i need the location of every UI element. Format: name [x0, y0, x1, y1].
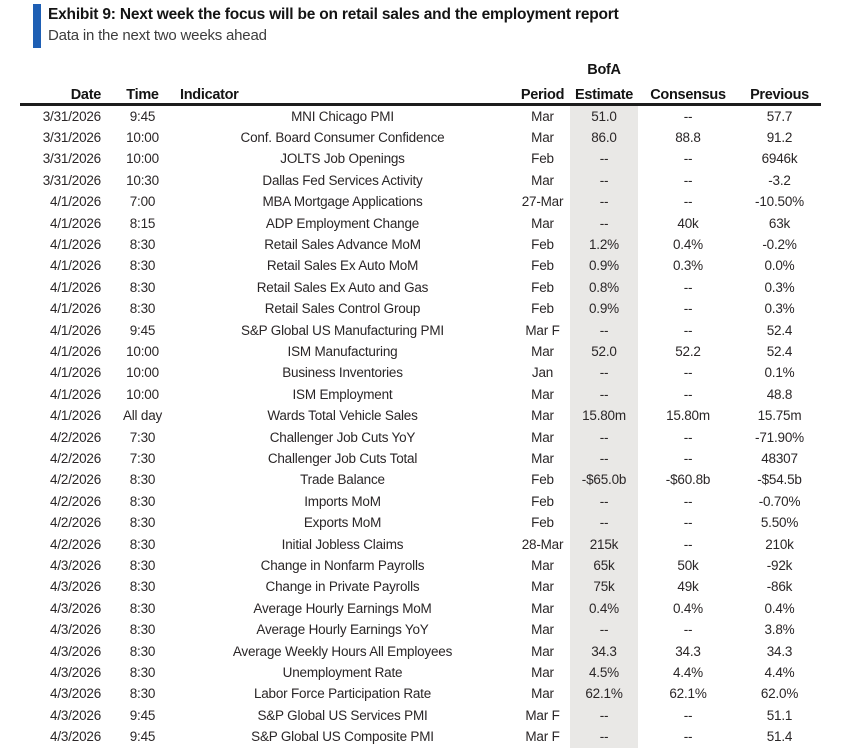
cell-consensus: 0.4%: [673, 236, 703, 252]
col-header-bofa-estimate: Estimate: [570, 78, 638, 104]
cell-previous: 210k: [765, 536, 794, 552]
cell-date: 4/1/2026: [50, 215, 101, 231]
table-row: [20, 555, 821, 576]
table-row: [20, 683, 821, 704]
table-row: [20, 127, 821, 148]
cell-previous: -3.2: [768, 172, 791, 188]
cell-indicator: Unemployment Rate: [282, 665, 403, 681]
table-row: [20, 405, 821, 426]
cell-date: 4/2/2026: [50, 429, 101, 445]
cell-period: Mar: [531, 215, 554, 231]
cell-previous: -86k: [766, 579, 793, 595]
cell-indicator: S&P Global US Manufacturing PMI: [241, 322, 444, 338]
cell-indicator: Challenger Job Cuts YoY: [269, 429, 416, 445]
table-row: [20, 255, 821, 276]
cell-bofa-estimate: 15.80m: [570, 405, 638, 426]
cell-bofa-estimate: 4.5%: [570, 662, 638, 683]
cell-time: 10:00: [126, 343, 159, 359]
cell-consensus: --: [683, 322, 693, 338]
cell-consensus: 62.1%: [669, 686, 707, 702]
cell-consensus: -$60.8b: [665, 472, 711, 488]
group-header-bofa: BofA: [587, 62, 621, 78]
cell-bofa-estimate: --: [570, 384, 638, 405]
cell-date: 4/3/2026: [50, 600, 101, 616]
cell-time: 10:00: [126, 386, 159, 402]
col-header-time: Time: [115, 78, 170, 104]
cell-previous: -92k: [766, 558, 793, 574]
cell-consensus: --: [683, 151, 693, 167]
cell-previous: 6946k: [761, 151, 798, 167]
cell-date: 3/31/2026: [42, 129, 101, 145]
cell-consensus: --: [683, 451, 693, 466]
cell-period: Feb: [531, 472, 554, 488]
cell-indicator: Retail Sales Control Group: [264, 301, 421, 317]
cell-previous: 0.3%: [764, 301, 795, 317]
cell-time: 8:30: [129, 558, 156, 574]
cell-previous: 0.4%: [764, 600, 795, 616]
cell-previous: 63k: [768, 215, 791, 231]
cell-indicator: Labor Force Participation Rate: [253, 686, 432, 702]
cell-previous: 52.4: [766, 322, 793, 338]
economic-calendar-table: [20, 58, 821, 748]
cell-period: Mar: [531, 172, 554, 188]
cell-previous: 51.4: [766, 729, 793, 745]
cell-consensus: 88.8: [675, 129, 701, 145]
cell-previous: 34.3: [766, 643, 793, 659]
cell-indicator: Average Weekly Hours All Employees: [232, 643, 453, 659]
cell-date: 4/1/2026: [50, 365, 101, 381]
cell-bofa-estimate: --: [570, 448, 638, 469]
cell-time: 10:00: [126, 365, 159, 381]
cell-indicator: S&P Global US Services PMI: [257, 707, 428, 723]
cell-time: All day: [122, 408, 163, 424]
cell-previous: 62.0%: [760, 686, 799, 702]
cell-time: 7:00: [129, 194, 156, 210]
cell-indicator: JOLTS Job Openings: [280, 151, 405, 167]
cell-period: Mar: [531, 408, 554, 424]
cell-consensus: 52.2: [675, 343, 701, 359]
table-row: [20, 619, 821, 640]
cell-date: 4/1/2026: [50, 386, 101, 402]
cell-bofa-estimate: 0.4%: [570, 598, 638, 619]
cell-indicator: ISM Manufacturing: [287, 343, 398, 359]
table-row: [20, 277, 821, 298]
col-header-consensus: Consensus: [638, 78, 738, 104]
cell-date: 4/3/2026: [50, 643, 101, 659]
exhibit-accent-bar: [33, 4, 41, 48]
cell-consensus: 0.3%: [673, 258, 703, 274]
cell-time: 10:00: [126, 129, 159, 145]
cell-previous: -71.90%: [755, 429, 804, 445]
cell-previous: 3.8%: [764, 622, 795, 638]
cell-time: 8:30: [129, 536, 156, 552]
cell-indicator: Trade Balance: [300, 472, 385, 488]
cell-previous: 51.1: [766, 707, 793, 723]
table-row: [20, 104, 821, 127]
cell-indicator: ISM Employment: [292, 386, 393, 402]
table-row: [20, 341, 821, 362]
table-row: [20, 148, 821, 169]
cell-previous: 0.1%: [764, 365, 795, 381]
cell-bofa-estimate: --: [570, 320, 638, 341]
cell-time: 8:30: [129, 258, 156, 274]
cell-period: Feb: [531, 515, 554, 531]
table-row: [20, 427, 821, 448]
table-row: [20, 598, 821, 619]
cell-consensus: --: [683, 493, 693, 509]
exhibit-titles: [41, 4, 619, 48]
cell-date: 4/3/2026: [50, 729, 101, 745]
cell-date: 4/3/2026: [50, 665, 101, 681]
table-row: [20, 362, 821, 383]
cell-consensus: --: [683, 515, 693, 531]
col-header-date: Date: [20, 78, 115, 104]
table-row: [20, 170, 821, 191]
cell-bofa-estimate: --: [570, 705, 638, 726]
cell-date: 4/2/2026: [50, 493, 101, 509]
col-header-indicator: Indicator: [170, 78, 515, 104]
table-row: [20, 469, 821, 490]
cell-bofa-estimate: 0.9%: [570, 298, 638, 319]
cell-previous: 48.8: [766, 386, 793, 402]
cell-indicator: Average Hourly Earnings YoY: [256, 622, 429, 638]
table-row: [20, 298, 821, 319]
col-header-period: Period: [515, 78, 570, 104]
cell-period: Mar: [531, 643, 554, 659]
cell-indicator: Dallas Fed Services Activity: [262, 172, 423, 188]
cell-previous: 0.0%: [764, 258, 795, 274]
cell-bofa-estimate: 215k: [570, 534, 638, 555]
col-header-previous: Previous: [738, 78, 821, 104]
cell-consensus: --: [683, 729, 693, 745]
cell-date: 3/31/2026: [42, 151, 101, 167]
cell-bofa-estimate: --: [570, 491, 638, 512]
cell-bofa-estimate: --: [570, 191, 638, 212]
cell-period: Mar F: [525, 322, 560, 338]
cell-date: 4/1/2026: [50, 322, 101, 338]
cell-previous: 91.2: [766, 129, 793, 145]
cell-date: 4/2/2026: [50, 536, 101, 552]
cell-previous: 52.4: [766, 343, 793, 359]
cell-indicator: Retail Sales Advance MoM: [264, 236, 421, 252]
cell-consensus: --: [683, 386, 693, 402]
cell-time: 8:30: [129, 279, 156, 295]
cell-date: 4/1/2026: [50, 301, 101, 317]
cell-consensus: --: [683, 365, 693, 381]
cell-bofa-estimate: 65k: [570, 555, 638, 576]
cell-date: 3/31/2026: [42, 108, 101, 124]
cell-period: Feb: [531, 301, 554, 317]
table-row: [20, 576, 821, 597]
cell-indicator: Change in Nonfarm Payrolls: [260, 558, 425, 574]
cell-time: 8:30: [129, 579, 156, 595]
cell-period: Mar: [531, 451, 554, 466]
cell-date: 4/1/2026: [50, 279, 101, 295]
cell-bofa-estimate: 0.8%: [570, 277, 638, 298]
cell-period: Mar: [531, 600, 554, 616]
cell-time: 8:30: [129, 622, 156, 638]
cell-period: Mar: [531, 129, 554, 145]
column-header-row: [20, 78, 821, 104]
cell-indicator: Imports MoM: [304, 493, 381, 509]
table-row: [20, 448, 821, 469]
cell-bofa-estimate: 34.3: [570, 641, 638, 662]
table-row: [20, 641, 821, 662]
cell-time: 10:00: [126, 151, 159, 167]
cell-period: 28-Mar: [521, 536, 564, 552]
cell-previous: 4.4%: [764, 665, 795, 681]
cell-previous: -0.70%: [758, 493, 801, 509]
cell-consensus: 34.3: [675, 643, 701, 659]
cell-previous: 5.50%: [760, 515, 799, 531]
table-row: [20, 512, 821, 533]
cell-date: 4/3/2026: [50, 707, 101, 723]
cell-period: Mar F: [525, 729, 560, 745]
cell-period: Feb: [531, 279, 554, 295]
group-header-spacer-right: [638, 58, 821, 78]
cell-period: Mar: [531, 108, 554, 124]
cell-consensus: --: [683, 172, 693, 188]
cell-period: Feb: [531, 236, 554, 252]
cell-date: 4/1/2026: [50, 343, 101, 359]
cell-previous: -0.2%: [762, 236, 797, 252]
table-body: [20, 104, 821, 748]
cell-indicator: MBA Mortgage Applications: [262, 194, 423, 210]
cell-indicator: S&P Global US Composite PMI: [251, 729, 434, 745]
cell-period: Mar: [531, 579, 554, 595]
cell-time: 10:30: [126, 172, 159, 188]
cell-bofa-estimate: --: [570, 619, 638, 640]
cell-consensus: --: [683, 279, 693, 295]
cell-consensus: --: [683, 429, 693, 445]
cell-time: 8:30: [129, 301, 156, 317]
table-row: [20, 384, 821, 405]
cell-indicator: ADP Employment Change: [265, 215, 420, 231]
cell-previous: 0.3%: [764, 279, 795, 295]
group-header-spacer: [20, 58, 570, 78]
cell-bofa-estimate: --: [570, 170, 638, 191]
cell-date: 4/1/2026: [50, 236, 101, 252]
cell-bofa-estimate: 52.0: [570, 341, 638, 362]
group-header-row: [20, 58, 821, 78]
cell-time: 8:30: [129, 236, 156, 252]
table-row: [20, 726, 821, 747]
cell-time: 8:30: [129, 665, 156, 681]
cell-previous: -$54.5b: [757, 472, 802, 488]
cell-period: Mar: [531, 665, 554, 681]
cell-bofa-estimate: 62.1%: [570, 683, 638, 704]
cell-time: 8:30: [129, 686, 156, 702]
exhibit-subtitle: Data in the next two weeks ahead: [48, 27, 267, 44]
cell-time: 9:45: [129, 322, 156, 338]
cell-bofa-estimate: --: [570, 148, 638, 169]
cell-consensus: 40k: [677, 215, 699, 231]
cell-date: 4/2/2026: [50, 515, 101, 531]
cell-period: Mar: [531, 558, 554, 574]
cell-consensus: --: [683, 108, 693, 124]
cell-indicator: Average Hourly Earnings MoM: [253, 600, 432, 616]
cell-indicator: Business Inventories: [282, 365, 403, 381]
cell-consensus: --: [683, 536, 693, 552]
table-header: [20, 58, 821, 104]
cell-time: 8:30: [129, 472, 156, 488]
cell-bofa-estimate: --: [570, 726, 638, 747]
cell-period: Jan: [531, 365, 554, 381]
cell-date: 4/3/2026: [50, 558, 101, 574]
cell-period: Feb: [531, 493, 554, 509]
cell-consensus: --: [683, 622, 693, 638]
exhibit-header: [33, 4, 619, 48]
cell-bofa-estimate: 86.0: [570, 127, 638, 148]
cell-previous: 15.75m: [757, 408, 802, 424]
cell-indicator: Wards Total Vehicle Sales: [267, 408, 418, 424]
table-row: [20, 320, 821, 341]
cell-date: 3/31/2026: [42, 172, 101, 188]
cell-period: Mar: [531, 686, 554, 702]
cell-consensus: 49k: [677, 579, 699, 595]
cell-consensus: 15.80m: [666, 408, 710, 424]
table-row: [20, 234, 821, 255]
cell-period: Feb: [531, 258, 554, 274]
cell-time: 8:30: [129, 515, 156, 531]
table-row: [20, 662, 821, 683]
cell-time: 8:30: [129, 643, 156, 659]
cell-previous: -10.50%: [755, 194, 804, 210]
cell-date: 4/3/2026: [50, 686, 101, 702]
table-row: [20, 705, 821, 726]
cell-date: 4/2/2026: [50, 451, 101, 466]
cell-period: Mar: [531, 429, 554, 445]
cell-previous: 48307: [761, 451, 798, 466]
cell-consensus: --: [683, 707, 693, 723]
cell-bofa-estimate: --: [570, 362, 638, 383]
cell-bofa-estimate: --: [570, 213, 638, 234]
cell-time: 8:30: [129, 600, 156, 616]
cell-consensus: --: [683, 194, 693, 210]
cell-indicator: Retail Sales Ex Auto MoM: [266, 258, 419, 274]
cell-date: 4/1/2026: [50, 194, 101, 210]
cell-indicator: Change in Private Payrolls: [265, 579, 420, 595]
cell-time: 8:15: [129, 215, 156, 231]
cell-time: 9:45: [129, 108, 156, 124]
cell-indicator: Retail Sales Ex Auto and Gas: [256, 279, 429, 295]
cell-time: 8:30: [129, 493, 156, 509]
cell-consensus: 4.4%: [673, 665, 703, 681]
cell-time: 7:30: [129, 429, 156, 445]
cell-indicator: Exports MoM: [303, 515, 382, 531]
cell-date: 4/3/2026: [50, 622, 101, 638]
cell-previous: 57.7: [766, 108, 793, 124]
cell-bofa-estimate: 1.2%: [570, 234, 638, 255]
cell-time: 9:45: [129, 729, 156, 745]
cell-date: 4/3/2026: [50, 579, 101, 595]
cell-consensus: --: [683, 301, 693, 317]
table-row: [20, 213, 821, 234]
table-row: [20, 491, 821, 512]
cell-bofa-estimate: 51.0: [570, 104, 638, 127]
exhibit-title: Exhibit 9: Next week the focus will be on retail sales and the employment report: [48, 6, 619, 23]
cell-bofa-estimate: -$65.0b: [570, 469, 638, 490]
cell-period: Mar: [531, 622, 554, 638]
cell-period: Mar: [531, 343, 554, 359]
cell-indicator: Challenger Job Cuts Total: [267, 451, 418, 466]
cell-time: 7:30: [129, 451, 156, 466]
cell-time: 9:45: [129, 707, 156, 723]
cell-bofa-estimate: --: [570, 427, 638, 448]
cell-date: 4/1/2026: [50, 408, 101, 424]
cell-date: 4/1/2026: [50, 258, 101, 274]
cell-period: Mar: [531, 386, 554, 402]
cell-bofa-estimate: 75k: [570, 576, 638, 597]
table-row: [20, 191, 821, 212]
cell-period: 27-Mar: [521, 194, 564, 210]
cell-indicator: MNI Chicago PMI: [291, 108, 394, 124]
cell-bofa-estimate: --: [570, 512, 638, 533]
cell-indicator: Conf. Board Consumer Confidence: [240, 129, 445, 145]
cell-period: Mar F: [525, 707, 560, 723]
cell-consensus: 50k: [677, 558, 699, 574]
cell-period: Feb: [531, 151, 554, 167]
cell-consensus: 0.4%: [673, 600, 703, 616]
cell-date: 4/2/2026: [50, 472, 101, 488]
cell-bofa-estimate: 0.9%: [570, 255, 638, 276]
table-row: [20, 534, 821, 555]
cell-indicator: Initial Jobless Claims: [281, 536, 404, 552]
